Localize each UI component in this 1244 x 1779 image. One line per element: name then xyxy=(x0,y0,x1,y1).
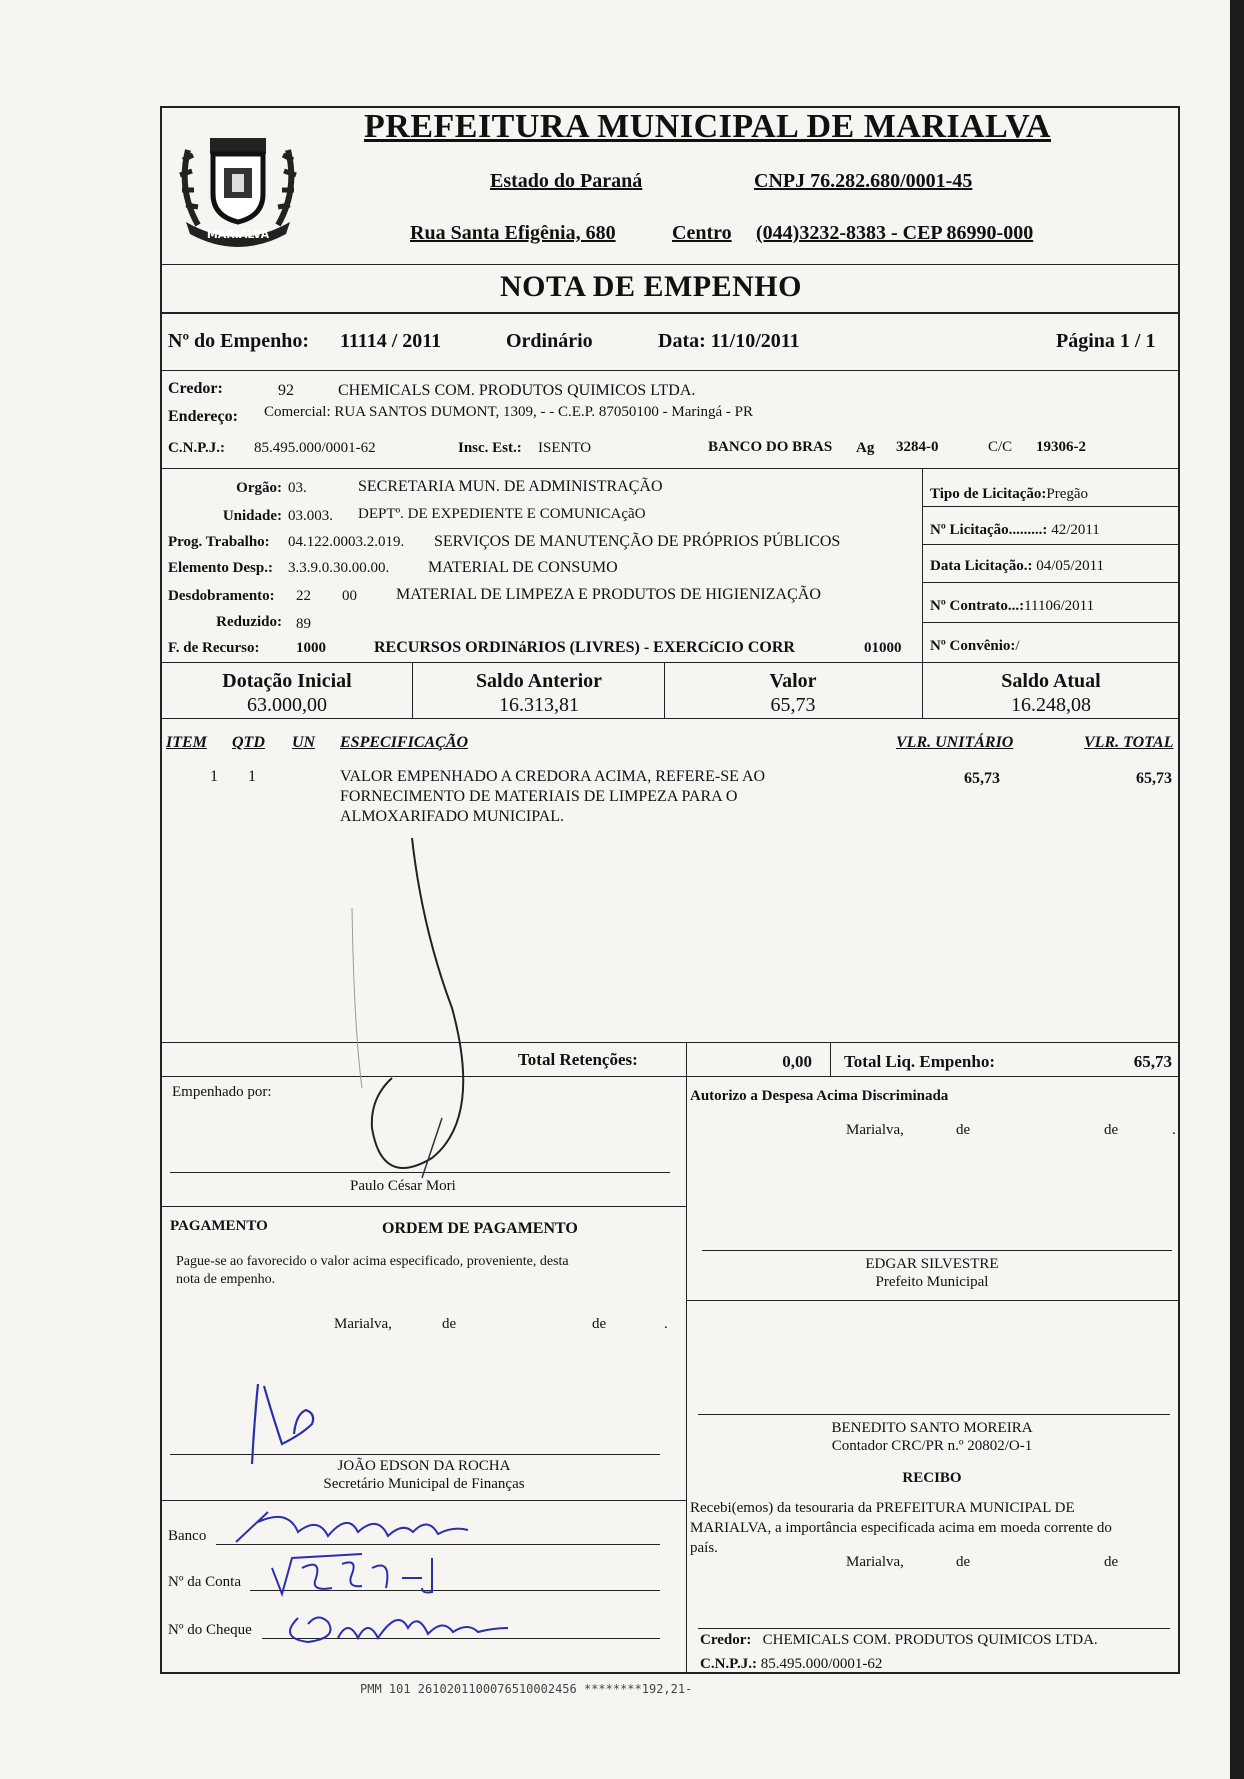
item-spec-line-3: ALMOXARIFADO MUNICIPAL. xyxy=(340,808,565,825)
tipo-licitacao-label: Tipo de Licitação: xyxy=(930,486,1047,502)
recibo-credor-label: Credor: xyxy=(700,1632,752,1648)
cnpj-header: CNPJ 76.282.680/0001-45 xyxy=(754,170,973,192)
state-label: Estado do Paraná xyxy=(490,170,643,192)
recibo-text-1: Recebi(emos) da tesouraria da PREFEITURA MUNICIPAL DE xyxy=(690,1500,1075,1516)
item-spec-line-2: FORNECIMENTO DE MATERIAIS DE LIMPEZA PARA O xyxy=(340,788,738,805)
handwritten-signature-icon xyxy=(242,1374,362,1474)
desdobramento-name: MATERIAL DE LIMPEZA E PRODUTOS DE HIGIENIZAÇÃO xyxy=(396,586,821,603)
col-qtd: QTD xyxy=(232,734,265,751)
elemento-name: MATERIAL DE CONSUMO xyxy=(428,559,618,576)
item-qtd: 1 xyxy=(248,768,256,785)
credor-address: Comercial: RUA SANTOS DUMONT, 1309, - - C.E.P. 87050100 - Maringá - PR xyxy=(264,404,754,420)
page-number: Página 1 / 1 xyxy=(1056,330,1156,352)
num-licitacao-label: Nº Licitação.........: xyxy=(930,522,1048,538)
autorizo-city: Marialva, xyxy=(846,1122,904,1138)
tipo-licitacao-value: Pregão xyxy=(1046,486,1089,502)
dotacao-value: 63.000,00 xyxy=(247,694,327,716)
convenio-value: / xyxy=(1015,638,1020,654)
reduzido-label: Reduzido: xyxy=(216,614,282,630)
scan-edge xyxy=(1230,0,1244,1779)
valor-label: Valor xyxy=(769,670,817,692)
orgao-code: 03. xyxy=(288,480,307,496)
prefeito-role: Prefeito Municipal xyxy=(875,1274,989,1290)
elemento-label: Elemento Desp.: xyxy=(168,560,273,576)
cheque-label: Nº do Cheque xyxy=(168,1622,252,1638)
prog-label: Prog. Trabalho: xyxy=(168,534,270,550)
elemento-code: 3.3.9.0.30.00.00. xyxy=(288,560,390,576)
empenho-label: Nº do Empenho: xyxy=(168,330,310,352)
prog-name: SERVIÇOS DE MANUTENÇÃO DE PRÓPRIOS PÚBLICOS xyxy=(434,533,841,550)
col-item: ITEM xyxy=(166,734,207,751)
pagamento-city: Marialva, xyxy=(334,1316,392,1332)
contador-name: BENEDITO SANTO MOREIRA xyxy=(831,1420,1033,1436)
autorizo-de-2: de xyxy=(1104,1122,1119,1138)
col-vlr-total: VLR. TOTAL xyxy=(1084,734,1174,751)
fonte-code: 1000 xyxy=(296,640,326,656)
ag-label: Ag xyxy=(856,440,875,456)
cc-label: C/C xyxy=(988,439,1013,455)
empenhado-label: Empenhado por: xyxy=(172,1084,272,1100)
data-licitacao-label: Data Licitação.: xyxy=(930,558,1033,574)
pagamento-de-1: de xyxy=(442,1316,457,1332)
empenhado-name: Paulo César Mori xyxy=(350,1178,456,1194)
bank-name: BANCO DO BRAS xyxy=(708,439,833,455)
ag-number: 3284-0 xyxy=(896,439,939,455)
prefeito-name: EDGAR SILVESTRE xyxy=(865,1256,999,1272)
desdobramento-label: Desdobramento: xyxy=(168,588,275,604)
item-number: 1 xyxy=(210,768,218,785)
col-vlr-unitario: VLR. UNITÁRIO xyxy=(896,734,1014,751)
recibo-text-2: MARIALVA, a importância especificada acima em moeda corrente do xyxy=(690,1520,1112,1536)
desdobramento-code: 22 xyxy=(296,588,311,604)
recibo-cnpj-value: 85.495.000/0001-62 xyxy=(760,1656,883,1672)
contrato-label: Nº Contrato...: xyxy=(930,598,1025,614)
cnpj-label: C.N.P.J.: xyxy=(168,440,225,456)
insc-label: Insc. Est.: xyxy=(458,440,522,456)
recibo-de-2: de xyxy=(1104,1554,1119,1570)
unidade-name: DEPTº. DE EXPEDIENTE E COMUNICAçãO xyxy=(358,506,646,522)
fonte-name: RECURSOS ORDINáRIOS (LIVRES) - EXERCíCIO CORR xyxy=(374,639,795,656)
recibo-cnpj-label: C.N.P.J.: xyxy=(700,1656,757,1672)
liquido-label: Total Liq. Empenho: xyxy=(844,1052,995,1071)
saldo-anterior-label: Saldo Anterior xyxy=(475,670,603,692)
recibo-text-3: país. xyxy=(690,1540,718,1556)
pagamento-text-2: nota de empenho. xyxy=(176,1272,276,1287)
page-title: PREFEITURA MUNICIPAL DE MARIALVA xyxy=(364,108,1051,145)
credor-label: Credor: xyxy=(168,380,223,397)
credor-name: CHEMICALS COM. PRODUTOS QUIMICOS LTDA. xyxy=(338,382,696,399)
ordem-pagamento-label: ORDEM DE PAGAMENTO xyxy=(382,1220,578,1237)
empenho-date: Data: 11/10/2011 xyxy=(658,330,800,352)
address-label: Endereço: xyxy=(168,408,238,425)
fonte-code-2: 01000 xyxy=(864,640,902,656)
fonte-label: F. de Recurso: xyxy=(168,640,260,656)
reduzido-value: 89 xyxy=(296,616,311,632)
autorizo-dot: . xyxy=(1172,1122,1176,1138)
item-unit-value: 65,73 xyxy=(964,770,1000,787)
nota-de-empenho-form xyxy=(160,106,1180,1674)
col-un: UN xyxy=(292,734,316,751)
valor-value: 65,73 xyxy=(770,694,816,716)
empenho-type: Ordinário xyxy=(506,330,593,352)
recibo-city: Marialva, xyxy=(846,1554,904,1570)
data-licitacao-value: 04/05/2011 xyxy=(1036,558,1105,574)
contrato-value: 11106/2011 xyxy=(1024,598,1095,614)
contador-role: Contador CRC/PR n.º 20802/O-1 xyxy=(831,1438,1033,1454)
orgao-name: SECRETARIA MUN. DE ADMINISTRAÇÃO xyxy=(358,478,663,495)
item-total-value: 65,73 xyxy=(1136,770,1172,787)
orgao-label: Orgão: xyxy=(236,480,282,496)
empenho-number: 11114 / 2011 xyxy=(340,330,442,352)
pagamento-label: PAGAMENTO xyxy=(170,1218,268,1234)
pagamento-de-2: de xyxy=(592,1316,607,1332)
insc-value: ISENTO xyxy=(538,440,592,456)
handwritten-cheque-icon xyxy=(278,1598,518,1648)
col-especificacao: ESPECIFICAÇÃO xyxy=(340,734,469,751)
pagamento-dot: . xyxy=(664,1316,668,1332)
prog-code: 04.122.0003.2.019. xyxy=(288,534,405,550)
unidade-code: 03.003. xyxy=(288,508,333,524)
convenio-label: Nº Convênio: xyxy=(930,638,1016,654)
item-spec-line-1: VALOR EMPENHADO A CREDORA ACIMA, REFERE-SE AO xyxy=(340,768,766,785)
unidade-label: Unidade: xyxy=(222,508,282,524)
saldo-atual-label: Saldo Atual xyxy=(1001,670,1101,692)
recibo-title: RECIBO xyxy=(902,1470,962,1486)
autorizo-de-1: de xyxy=(956,1122,971,1138)
autorizo-label: Autorizo a Despesa Acima Discriminada xyxy=(690,1088,949,1104)
dotacao-label: Dotação Inicial xyxy=(222,670,352,692)
district: Centro xyxy=(672,222,732,244)
saldo-atual-value: 16.248,08 xyxy=(1011,694,1091,716)
svg-text:MARIALVA: MARIALVA xyxy=(206,228,270,241)
handwritten-signature-icon xyxy=(342,828,542,1188)
retencoes-value: 0,00 xyxy=(782,1052,812,1071)
document-title: NOTA DE EMPENHO xyxy=(500,270,802,303)
saldo-anterior-value: 16.313,81 xyxy=(499,694,579,716)
num-licitacao-value: 42/2011 xyxy=(1051,522,1100,538)
desdobramento-sub: 00 xyxy=(342,588,357,604)
retencoes-label: Total Retenções: xyxy=(518,1050,638,1069)
handwritten-banco-icon xyxy=(228,1502,488,1552)
pagamento-text-1: Pague-se ao favorecido o valor acima especificado, proveniente, desta xyxy=(176,1254,569,1269)
signer-role: Secretário Municipal de Finanças xyxy=(323,1476,525,1492)
credor-cnpj: 85.495.000/0001-62 xyxy=(254,440,376,456)
liquido-value: 65,73 xyxy=(1133,1052,1172,1071)
recibo-credor-name: CHEMICALS COM. PRODUTOS QUIMICOS LTDA. xyxy=(762,1632,1098,1648)
footer-code: PMM 101 2610201100076510002456 ********192,21- xyxy=(360,1682,693,1696)
credor-code: 92 xyxy=(278,382,294,399)
conta-label: Nº da Conta xyxy=(168,1574,241,1590)
cc-number: 19306-2 xyxy=(1036,439,1086,455)
signer-name: JOÃO EDSON DA ROCHA xyxy=(337,1458,511,1474)
phone-cep: (044)3232-8383 - CEP 86990-000 xyxy=(756,222,1034,244)
street-address: Rua Santa Efigênia, 680 xyxy=(410,222,616,244)
recibo-de-1: de xyxy=(956,1554,971,1570)
banco-label: Banco xyxy=(168,1528,207,1544)
municipal-seal-icon xyxy=(168,130,308,250)
handwritten-conta-icon xyxy=(262,1548,522,1598)
